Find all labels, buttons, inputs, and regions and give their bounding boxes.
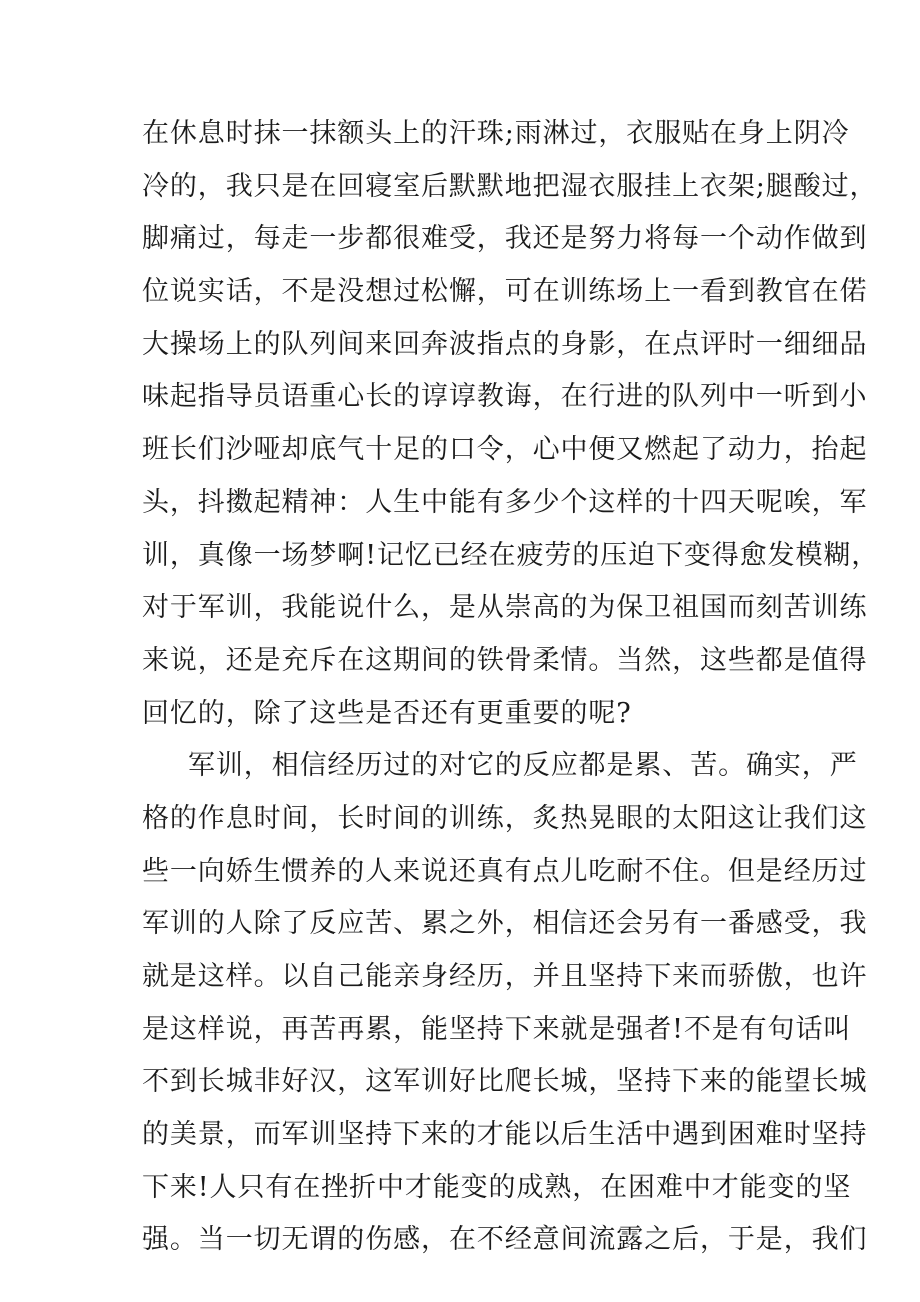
paragraph-start-line: 军训，相信经历过的对它的反应都是累、苦。确实，严	[188, 750, 858, 782]
text-line: 强。当一切无谓的伤感，在不经意间流露之后，于是，我们	[142, 1224, 868, 1256]
text-line: 回忆的，除了这些是否还有更重要的呢?	[142, 697, 632, 729]
text-line: 味起指导员语重心长的谆谆教诲，在行进的队列中一听到小	[142, 381, 868, 413]
text-line: 位说实话，不是没想过松懈，可在训练场上一看到教官在偌	[142, 276, 868, 308]
text-line: 军训的人除了反应苦、累之外，相信还会另有一番感受，我	[142, 908, 868, 940]
text-line: 是这样说，再苦再累，能坚持下来就是强者!不是有句话叫	[142, 1013, 852, 1045]
text-line: 些一向娇生惯养的人来说还真有点儿吃耐不住。但是经历过	[142, 855, 868, 887]
text-line: 头，抖擞起精神：人生中能有多少个这样的十四天呢唉，军	[142, 486, 868, 518]
text-line: 在休息时抹一抹额头上的汗珠;雨淋过，衣服贴在身上阴冷	[142, 118, 850, 149]
text-line: 班长们沙哑却底气十足的口令，心中便又燃起了动力，抬起	[142, 434, 868, 466]
text-line: 脚痛过，每走一步都很难受，我还是努力将每一个动作做到	[142, 223, 868, 255]
text-line: 不到长城非好汉，这军训好比爬长城，坚持下来的能望长城	[142, 1066, 868, 1098]
text-line: 对于军训，我能说什么，是从崇高的为保卫祖国而刻苦训练	[142, 592, 868, 624]
text-line: 下来!人只有在挫折中才能变的成熟，在困难中才能变的坚	[142, 1171, 852, 1203]
text-line: 训，真像一场梦啊!记忆已经在疲劳的压迫下变得愈发模糊，	[142, 539, 880, 571]
text-line: 大操场上的队列间来回奔波指点的身影，在点评时一细细品	[142, 328, 868, 360]
text-line: 冷的，我只是在回寝室后默默地把湿衣服挂上衣架;腿酸过，	[142, 170, 878, 202]
body-text	[142, 108, 880, 1267]
text-line: 的美景，而军训坚持下来的才能以后生活中遇到困难时坚持	[142, 1119, 868, 1151]
text-line: 就是这样。以自己能亲身经历，并且坚持下来而骄傲，也许	[142, 961, 868, 992]
text-line: 来说，还是充斥在这期间的铁骨柔情。当然，这些都是值得	[142, 644, 868, 676]
text-line: 格的作息时间，长时间的训练，炙热晃眼的太阳这让我们这	[142, 802, 868, 834]
